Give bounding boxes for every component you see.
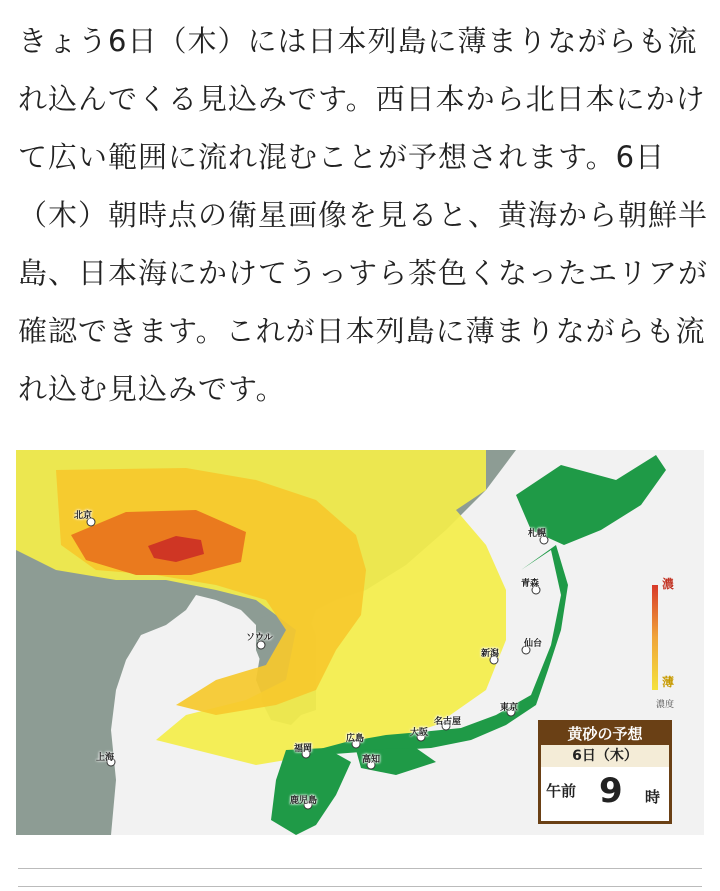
article-text: きょう6日（木）には日本列島に薄まりながらも流れ込んでくる見込みです。西日本から北日本にかけて広い範囲に流れ混むことが予想されます。6日（木）朝時点の衛星画像を見ると、黄海から朝鮮半島、日本海にかけてうっすら茶色くなったエリアが確認できます。これが日本列島に薄まりながらも流れ込む見込みです。 — [18, 24, 709, 406]
city-label-fukuoka: 福岡 — [294, 744, 313, 754]
legend-dense-label: 濃 — [662, 577, 675, 591]
city-label-hiroshima: 広島 — [346, 734, 365, 744]
city-label-beijing: 北京 — [74, 511, 93, 521]
section-divider — [18, 868, 702, 869]
forecast-date: 6日（木） — [541, 745, 669, 767]
legend-title: 濃度 — [656, 700, 675, 710]
section-divider-bottom — [18, 886, 702, 887]
forecast-title: 黄砂の予想 — [541, 723, 669, 745]
forecast-ampm: 午前 — [546, 782, 577, 800]
city-label-nagoya: 名古屋 — [434, 717, 462, 727]
city-label-seoul: ソウル — [246, 633, 273, 643]
city-label-aomori: 青森 — [521, 579, 540, 589]
concentration-legend — [646, 575, 694, 715]
city-label-niigata: 新潟 — [481, 649, 500, 659]
forecast-hour-unit: 時 — [645, 788, 661, 806]
city-label-kochi: 高知 — [362, 755, 381, 765]
legend-thin-label: 薄 — [662, 675, 675, 689]
city-label-tokyo: 東京 — [500, 703, 519, 713]
city-label-kagoshima: 鹿児島 — [290, 796, 318, 806]
city-label-shanghai: 上海 — [96, 753, 115, 763]
dust-forecast-map — [16, 450, 704, 835]
forecast-time — [541, 767, 669, 813]
forecast-time-box — [538, 720, 672, 824]
city-label-sendai: 仙台 — [524, 639, 543, 649]
legend-gradient-bar — [652, 585, 658, 690]
city-label-osaka: 大阪 — [410, 728, 429, 738]
forecast-hour: 9 — [599, 771, 623, 811]
city-label-sapporo: 札幌 — [528, 529, 547, 539]
